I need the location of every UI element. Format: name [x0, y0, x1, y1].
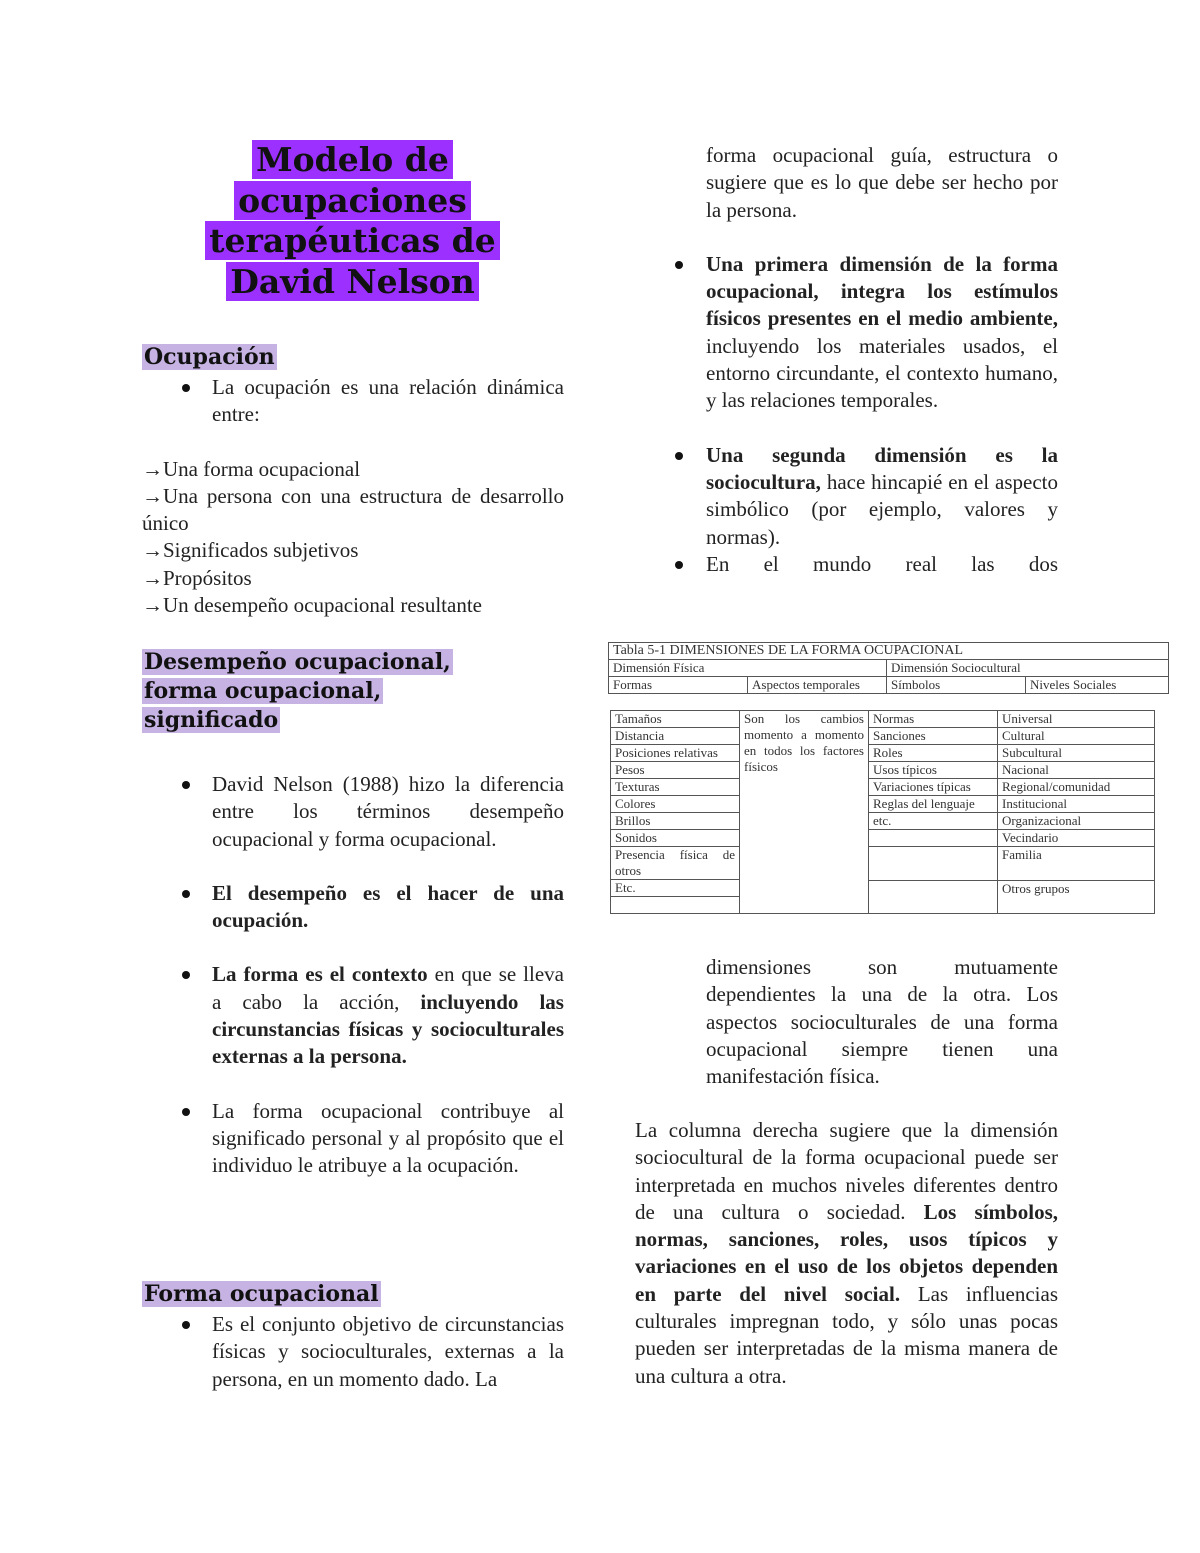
bullet-text: La forma ocupacional contribuye al significado personal y al propósito que el individuo le atribuye a la ocupación.: [212, 1098, 564, 1178]
bullet-text: incluyendo los materiales usados, el entorno circundante, el contexto humano, y las relaciones temporales.: [706, 333, 1058, 413]
table-cell: Regional/comunidad: [998, 779, 1154, 796]
paragraph-text: Las influencias culturales impregnan todo, y sólo unas pocas pueden ser interpretadas de la misma manera de una cultura a otra.: [635, 1281, 1058, 1388]
bullet-icon: [675, 561, 683, 569]
table-cell: Presencia física de otros: [611, 847, 739, 880]
heading-line: Desempeño ocupacional,: [144, 649, 451, 675]
bullet-bold-text: Una primera dimensión de la forma ocupacional, integra los estímulos físicos presentes en el medio ambiente,: [706, 251, 1058, 331]
section-forma: [142, 1280, 564, 1393]
table-cell: Etc.: [611, 880, 739, 897]
bullet-text: en que se lleva a cabo la acción,: [212, 962, 564, 1014]
niveles-column: [998, 711, 1155, 914]
list-item: [142, 961, 564, 1070]
list-item: [671, 251, 1058, 415]
table-cell: Tamaños: [611, 711, 739, 728]
subheader: Símbolos: [887, 677, 1026, 694]
table-cell: Pesos: [611, 762, 739, 779]
table-cell: Usos típicos: [869, 762, 997, 779]
bullet-bold-text: La forma es el contexto: [212, 962, 428, 987]
table-cell: Variaciones típicas: [869, 779, 997, 796]
heading-line: forma ocupacional,: [144, 678, 382, 704]
table-cell: Familia: [998, 847, 1154, 881]
bullet-icon: [675, 452, 683, 460]
title-line-4: David Nelson: [226, 262, 479, 301]
arrow-item: →Una persona con una estructura de desarrollo único: [142, 483, 564, 536]
right-column-top: [671, 142, 1058, 578]
document-title: [140, 140, 565, 302]
table-cell: Texturas: [611, 779, 739, 796]
table-cell: Universal: [998, 711, 1154, 728]
subheader: Aspectos temporales: [748, 677, 887, 694]
list-item: [142, 374, 564, 429]
bullet-bold-text: incluyendo las circunstancias físicas y socioculturales externas a la persona.: [212, 989, 564, 1069]
bullet-icon: [182, 384, 190, 392]
bullet-icon: [182, 1108, 190, 1116]
table-cell: Brillos: [611, 813, 739, 830]
bullet-bold-text: Una segunda dimensión es la sociocultura,: [706, 442, 1058, 494]
heading-forma-ocupacional: Forma ocupacional: [144, 1281, 379, 1307]
arrow-item: →Un desempeño ocupacional resultante: [142, 593, 482, 618]
bullet-icon: [182, 781, 190, 789]
list-item: [142, 771, 564, 853]
table-cell: etc.: [869, 813, 997, 830]
table-cell: Posiciones relativas: [611, 745, 739, 762]
formas-column: [611, 711, 740, 914]
arrow-item: →Significados subjetivos: [142, 538, 359, 563]
bullet-icon: [182, 1321, 190, 1329]
title-line-2: ocupaciones: [234, 181, 471, 220]
subheader: Niveles Sociales: [1026, 677, 1169, 694]
heading-line: significado: [144, 707, 279, 733]
list-item: [142, 880, 564, 935]
table-cell: Vecindario: [998, 830, 1154, 847]
header-dim-fisica: Dimensión Física: [609, 660, 887, 677]
arrow-list: [142, 456, 564, 620]
table-cell: Organizacional: [998, 813, 1154, 830]
continued-text-2: [706, 954, 1058, 1090]
table-body: [610, 710, 1155, 914]
bullet-text: En el mundo real las dos: [706, 551, 1058, 576]
bullet-icon: [675, 261, 683, 269]
table-caption: Tabla 5-1 DIMENSIONES DE LA FORMA OCUPACIONAL: [609, 643, 1169, 660]
table-cell: Institucional: [998, 796, 1154, 813]
title-line-1: Modelo de: [252, 140, 453, 179]
arrow-item: →Propósitos: [142, 565, 252, 590]
paragraph: [635, 1117, 1058, 1390]
continued-text: forma ocupacional guía, estructura o sugiere que es lo que debe ser hecho por la persona.: [706, 143, 1058, 222]
bullet-text: hace hincapié en el aspecto simbólico (por ejemplo, valores y normas).: [706, 469, 1058, 549]
heading-ocupacion: Ocupación: [144, 344, 275, 370]
paragraph-text: La columna derecha sugiere que la dimensión sociocultural de la forma ocupacional puede ser interpretada en muchos niveles diferentes dentro de una cultura o sociedad.: [635, 1118, 1058, 1224]
bullet-icon: [182, 890, 190, 898]
paragraph-bold-text: Los símbolos, normas, sanciones, roles, usos típicos y variaciones en el uso de los objetos dependen en parte del nivel social.: [635, 1199, 1058, 1306]
arrow-item: →Una forma ocupacional: [142, 456, 361, 481]
list-item: [142, 1311, 564, 1393]
subheader: Formas: [609, 677, 748, 694]
heading-desempeno: [142, 648, 564, 735]
continued-paragraph: dimensiones son mutuamente dependientes la una de la otra. Los aspectos socioculturales de una forma ocupacional siempre tienen una manifestación física.: [706, 955, 1058, 1089]
normas-column: [869, 711, 998, 914]
section-desempeno: [142, 648, 564, 1180]
table-cell: Reglas del lenguaje: [869, 796, 997, 813]
table-cell-temporal: Son los cambios momento a momento en todos los factores físicos: [740, 711, 869, 914]
table-cell: Cultural: [998, 728, 1154, 745]
list-item: [142, 1098, 564, 1180]
table-cell: Normas: [869, 711, 997, 728]
table-cell: Distancia: [611, 728, 739, 745]
table-cell: Subcultural: [998, 745, 1154, 762]
list-item: [671, 551, 1058, 578]
table-cell: Nacional: [998, 762, 1154, 779]
header-dim-sociocultural: Dimensión Sociocultural: [887, 660, 1169, 677]
list-item: [671, 442, 1058, 551]
section-ocupacion: [142, 343, 564, 619]
table-cell: Colores: [611, 796, 739, 813]
bullet-text: David Nelson (1988) hizo la diferencia entre los términos desempeño ocupacional y forma ocupacional.: [212, 772, 564, 851]
closing-paragraph: [635, 1117, 1058, 1390]
bullet-text: La ocupación es una relación dinámica entre:: [212, 375, 564, 427]
bullet-icon: [182, 971, 190, 979]
table-cell: Sanciones: [869, 728, 997, 745]
title-line-3: terapéuticas de: [205, 221, 499, 260]
table-header: [608, 642, 1169, 694]
table-cell: Roles: [869, 745, 997, 762]
bullet-text: Es el conjunto objetivo de circunstancias físicas y socioculturales, externas a la persona, en un momento dado. La: [212, 1312, 564, 1391]
dimensions-table: [608, 642, 1169, 914]
table-cell: Otros grupos: [1002, 881, 1070, 896]
table-cell: Sonidos: [611, 830, 739, 847]
bullet-text: El desempeño es el hacer de una ocupación.: [212, 880, 564, 933]
